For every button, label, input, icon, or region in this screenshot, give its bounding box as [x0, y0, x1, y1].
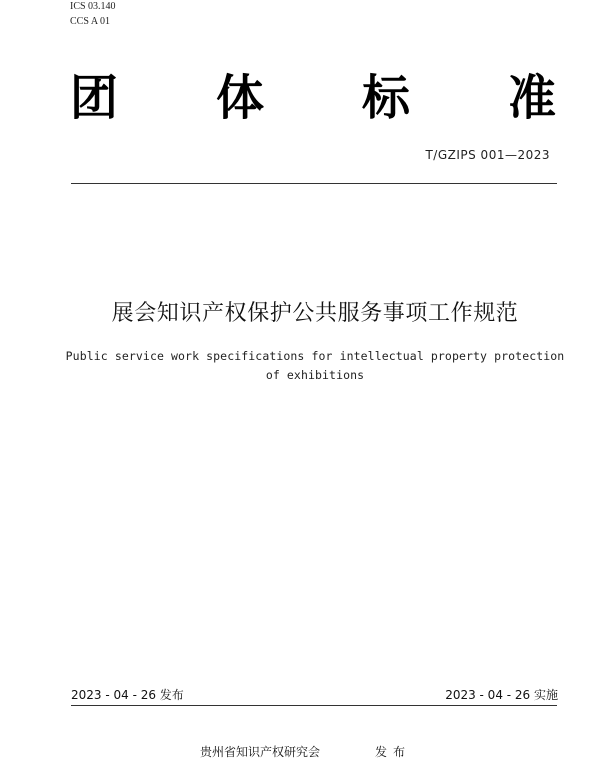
english-title-line-1: Public service work specifications for intellectual property protection	[65, 349, 565, 363]
document-type-char-1: 团	[70, 70, 119, 126]
document-type-char-4: 准	[508, 70, 557, 126]
implementation-date: 2023 - 04 - 26 实施	[445, 688, 558, 702]
english-title-line-2: of exhibitions	[265, 368, 365, 382]
footer-divider	[71, 705, 557, 706]
publisher-name: 贵州省知识产权研究会	[200, 745, 321, 759]
ics-code: ICS 03.140	[70, 1, 116, 12]
document-type-char-3: 标	[362, 70, 411, 126]
standard-number: T/GZIPS 001—2023	[425, 148, 550, 162]
ccs-code: CCS A 01	[70, 16, 111, 27]
header-divider	[71, 183, 557, 184]
publish-date: 2023 - 04 - 26 发布	[71, 688, 184, 702]
chinese-title: 展会知识产权保护公共服务事项工作规范	[111, 301, 519, 326]
document-type-char-2: 体	[216, 70, 265, 126]
publisher-action: 发布	[375, 745, 412, 759]
